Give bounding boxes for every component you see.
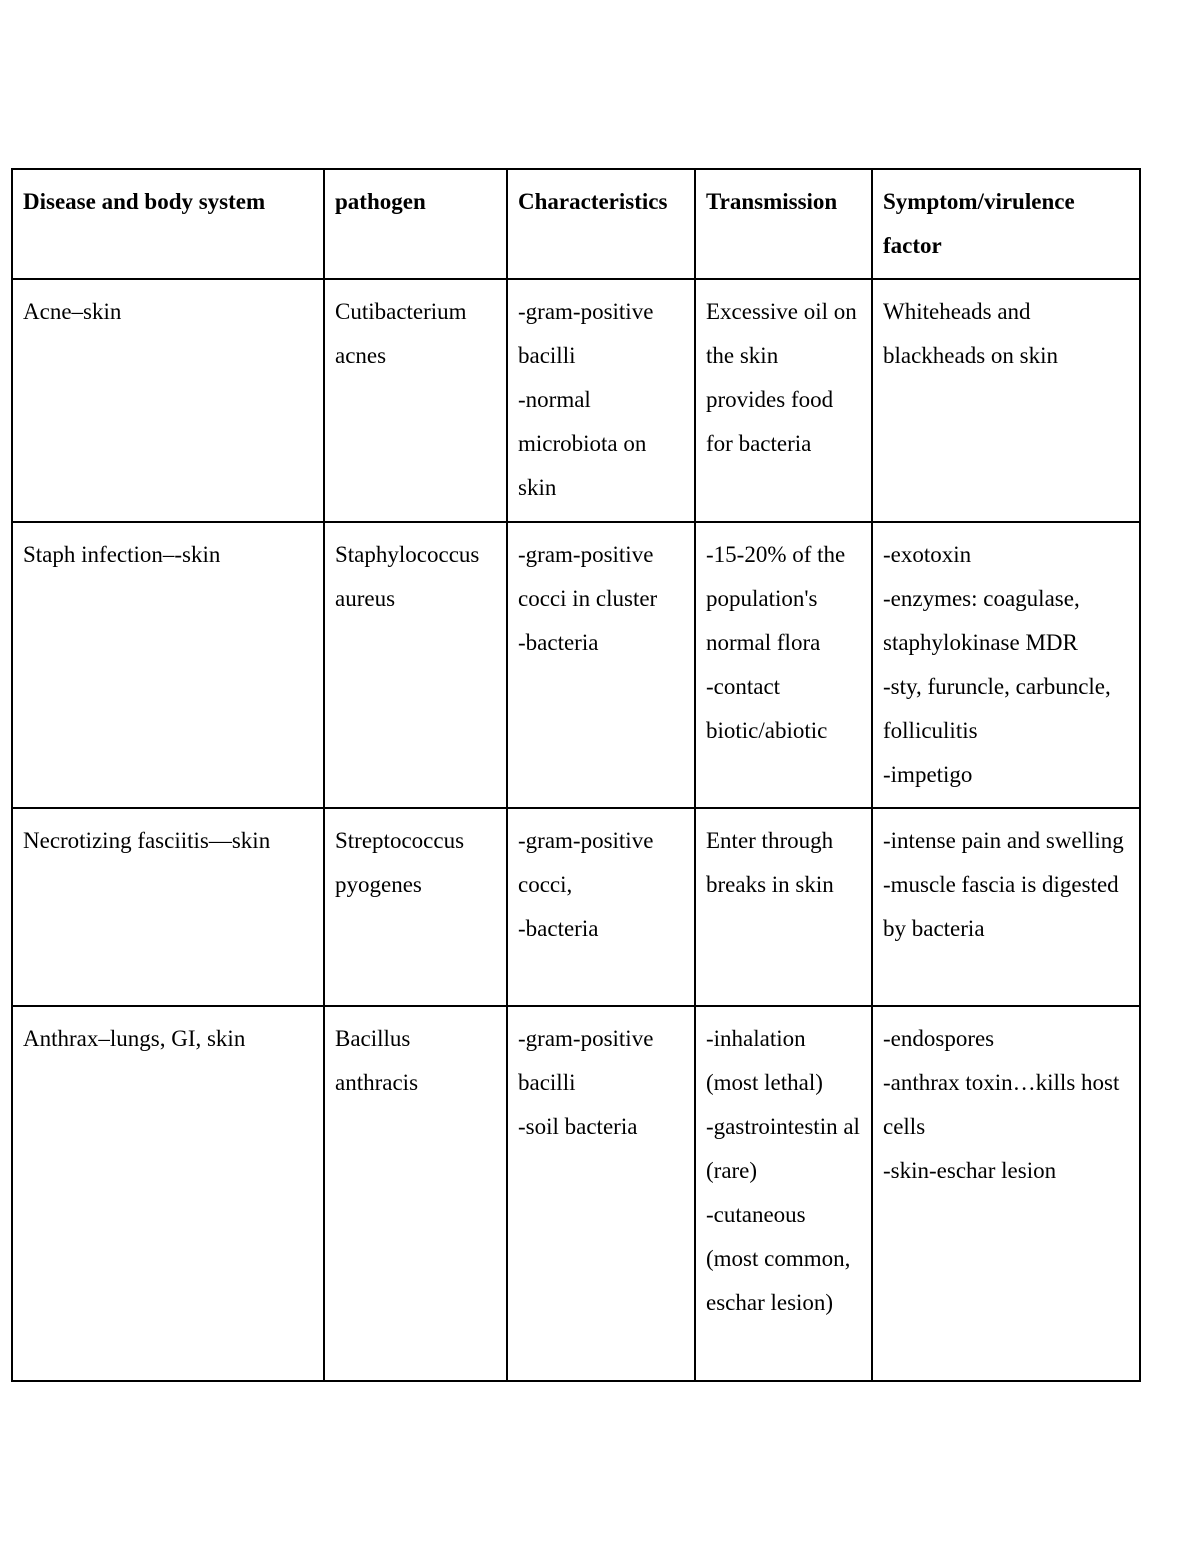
cell-line: -impetigo	[883, 762, 973, 787]
cell-line: -cutaneous (most common, eschar lesion)	[706, 1202, 851, 1315]
cell-disease: Anthrax–lungs, GI, skin	[12, 1006, 324, 1381]
cell-line: -intense pain and swelling	[883, 828, 1124, 853]
cell-symptom	[872, 1006, 1140, 1381]
cell-line: -anthrax toxin…kills host cells	[883, 1070, 1120, 1139]
header-pathogen: pathogen	[324, 169, 507, 279]
cell-line: -gram-positive bacilli	[518, 1026, 654, 1095]
cell-line: Whiteheads and blackheads on skin	[883, 299, 1059, 368]
header-transmission: Transmission	[695, 169, 872, 279]
header-symptom: Symptom/virulence factor	[872, 169, 1140, 279]
header-disease: Disease and body system	[12, 169, 324, 279]
cell-disease: Acne–skin	[12, 279, 324, 522]
cell-disease: Necrotizing fasciitis—skin	[12, 808, 324, 1006]
header-characteristics: Characteristics	[507, 169, 695, 279]
cell-pathogen: Streptococcus pyogenes	[324, 808, 507, 1006]
cell-characteristics	[507, 522, 695, 808]
cell-line: -15-20% of the population's normal flora	[706, 542, 846, 655]
pathogen-table	[11, 168, 1141, 1382]
cell-line: -contact biotic/abiotic	[706, 674, 828, 743]
table-row	[12, 522, 1140, 808]
cell-pathogen: Staphylococcus aureus	[324, 522, 507, 808]
table-row	[12, 279, 1140, 522]
cell-characteristics	[507, 1006, 695, 1381]
cell-symptom	[872, 808, 1140, 1006]
table-row	[12, 1006, 1140, 1381]
cell-symptom	[872, 522, 1140, 808]
cell-line: -soil bacteria	[518, 1114, 638, 1139]
cell-pathogen: Bacillus anthracis	[324, 1006, 507, 1381]
cell-line: -bacteria	[518, 916, 599, 941]
cell-line: -bacteria	[518, 630, 599, 655]
cell-transmission	[695, 808, 872, 1006]
cell-line: -gastrointestin al (rare)	[706, 1114, 860, 1183]
table-header-row	[12, 169, 1140, 279]
cell-characteristics	[507, 808, 695, 1006]
cell-disease: Staph infection–-skin	[12, 522, 324, 808]
cell-line: -gram-positive cocci in cluster	[518, 542, 658, 611]
cell-line: -sty, furuncle, carbuncle, folliculitis	[883, 674, 1111, 743]
cell-symptom	[872, 279, 1140, 522]
cell-line: -exotoxin	[883, 542, 972, 567]
cell-line: -skin-eschar lesion	[883, 1158, 1057, 1183]
cell-transmission	[695, 522, 872, 808]
cell-line: -normal microbiota on skin	[518, 387, 647, 500]
cell-characteristics	[507, 279, 695, 522]
cell-line: -inhalation (most lethal)	[706, 1026, 823, 1095]
cell-line: -endospores	[883, 1026, 995, 1051]
cell-line: Enter through breaks in skin	[706, 828, 834, 897]
cell-transmission	[695, 279, 872, 522]
table-row	[12, 808, 1140, 1006]
cell-line: -gram-positive cocci,	[518, 828, 654, 897]
cell-line: Excessive oil on the skin provides food for bacteria	[706, 299, 857, 456]
cell-pathogen: Cutibacterium acnes	[324, 279, 507, 522]
cell-line: -enzymes: coagulase, staphylokinase MDR	[883, 586, 1080, 655]
cell-transmission	[695, 1006, 872, 1381]
cell-line: -muscle fascia is digested by bacteria	[883, 872, 1119, 941]
cell-line: -gram-positive bacilli	[518, 299, 654, 368]
